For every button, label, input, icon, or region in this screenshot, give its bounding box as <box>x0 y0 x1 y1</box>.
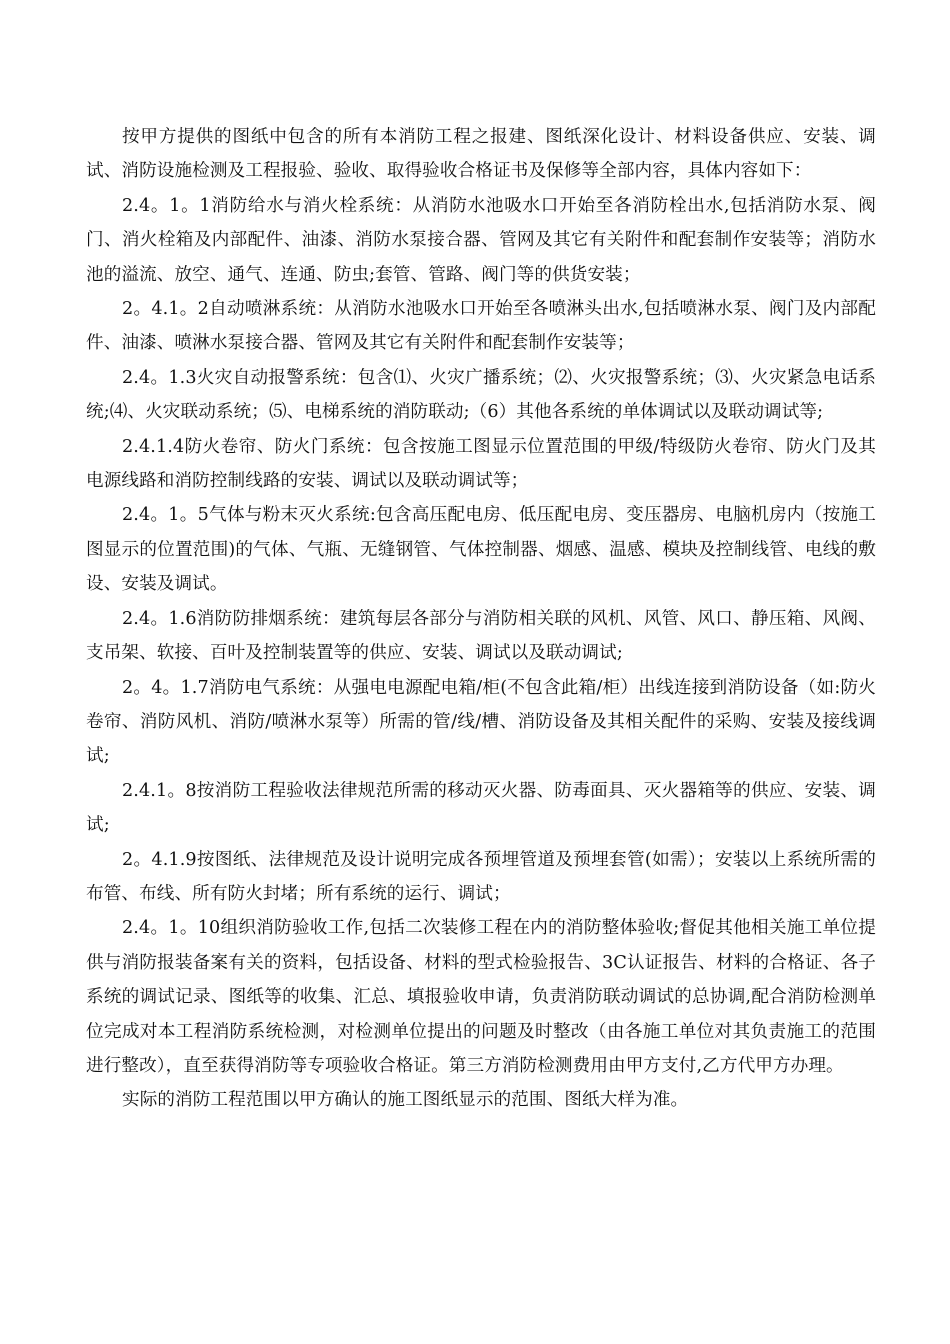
clause-2-4-1-1-paragraph: 2.4。1。1消防给水与消火栓系统：从消防水池吸水口开始至各消防栓出水,包括消防水泵、阀门、消火栓箱及内部配件、油漆、消防水泵接合器、管网及其它有关附件和配套制作安装等；消防水池的溢流、放空、通气、连通、防虫;套管、管路、阀门等的供货安装； <box>86 195 876 285</box>
clause-2-4-1-7-paragraph: 2。4。1.7消防电气系统：从强电电源配电箱/柜(不包含此箱/柜）出线连接到消防设备（如:防火卷帘、消防风机、消防/喷淋水泵等）所需的管/线/槽、消防设备及其相关配件的采购、安装及接线调试; <box>86 677 876 767</box>
clause-2-4-1-9-paragraph: 2。4.1.9按图纸、法律规范及设计说明完成各预埋管道及预埋套管(如需）；安装以上系统所需的布管、布线、所有防火封堵；所有系统的运行、调试； <box>86 849 876 904</box>
clause-2-4-1-8-paragraph: 2.4.1。8按消防工程验收法律规范所需的移动灭火器、防毒面具、灭火器箱等的供应、安装、调试; <box>86 780 876 836</box>
clause-2-4-1-3-paragraph: 2.4。1.3火灾自动报警系统：包含⑴、火灾广播系统；⑵、火灾报警系统；⑶、火灾紧急电话系统;⑷、火灾联动系统；⑸、电梯系统的消防联动;（6）其他各系统的单体调试以及联动调试等; <box>86 367 876 423</box>
clause-2-4-1-10-paragraph: 2.4。1。10组织消防验收工作,包括二次装修工程在内的消防整体验收;督促其他相关施工单位提供与消防报装备案有关的资料，包括设备、材料的型式检验报告、3C认证报告、材料的合格证、各子系统的调试记录、图纸等的收集、汇总、填报验收申请，负责消防联动调试的总协调,配合消防检测单位完成对本工程消防系统检测，对检测单位提出的问题及时整改（由各施工单位对其负责施工的范围进行整改），直至获得消防等专项验收合格证。第三方消防检测费用由甲方支付,乙方代甲方办理。 <box>86 918 876 1076</box>
intro-paragraph: 按甲方提供的图纸中包含的所有本消防工程之报建、图纸深化设计、材料设备供应、安装、调试、消防设施检测及工程报验、验收、取得验收合格证书及保修等全部内容，具体内容如下： <box>86 127 876 182</box>
document-body <box>86 120 876 1118</box>
clause-2-4-1-5-paragraph: 2.4。1。5气体与粉末灭火系统:包含高压配电房、低压配电房、变压器房、电脑机房内（按施工图显示的位置范围)的气体、气瓶、无缝钢管、气体控制器、烟感、温感、模块及控制线管、电线的敷设、安装及调试。 <box>86 505 876 595</box>
closing-paragraph: 实际的消防工程范围以甲方确认的施工图纸显示的范围、图纸大样为准。 <box>122 1090 689 1111</box>
clause-2-4-1-6-paragraph: 2.4。1.6消防防排烟系统：建筑每层各部分与消防相关联的风机、风管、风口、静压箱、风阀、支吊架、软接、百叶及控制装置等的供应、安装、调试以及联动调试; <box>86 608 876 664</box>
clause-2-4-1-2-paragraph: 2。4.1。2自动喷淋系统：从消防水池吸水口开始至各喷淋头出水,包括喷淋水泵、阀门及内部配件、油漆、喷淋水泵接合器、管网及其它有关附件和配套制作安装等； <box>86 299 876 354</box>
clause-2-4-1-4-paragraph: 2.4.1.4防火卷帘、防火门系统：包含按施工图显示位置范围的甲级/特级防火卷帘、防火门及其电源线路和消防控制线路的安装、调试以及联动调试等； <box>86 436 876 492</box>
